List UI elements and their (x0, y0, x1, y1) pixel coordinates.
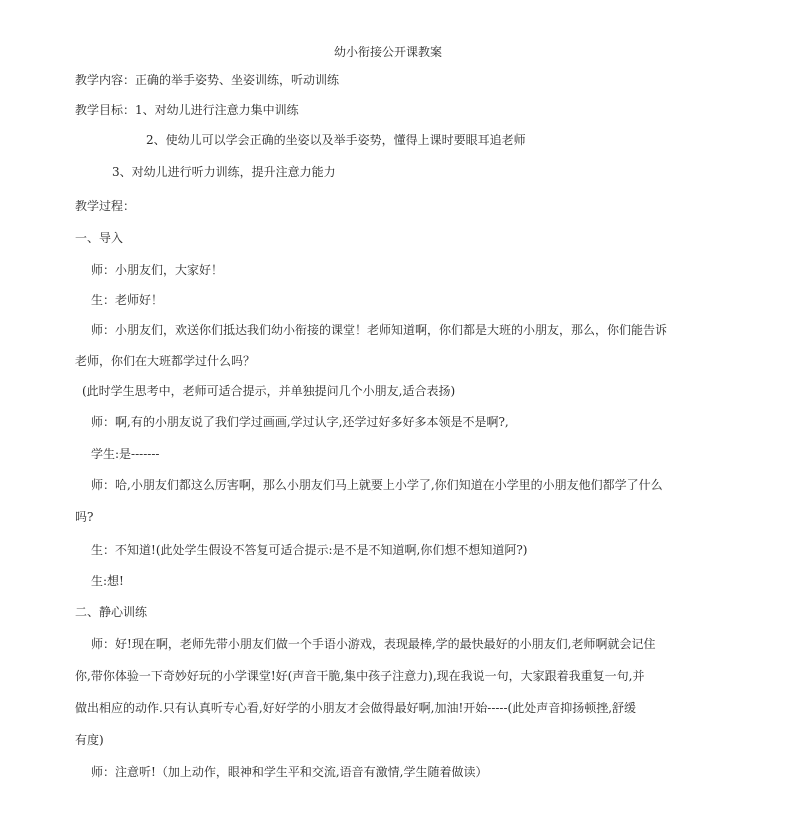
dialogue-line: 师：啊,有的小朋友说了我们学过画画,学过认字,还学过好多好多本领是不是啊?, (91, 415, 509, 429)
dialogue-line: 师：哈,小朋友们都这么厉害啊，那么小朋友们马上就要上小学了,你们知道在小学里的小朋友他们都学了什么 (91, 478, 663, 492)
dialogue-line: 你,带你体验一下奇妙好玩的小学课堂!好(声音干脆,集中孩子注意力),现在我说一句，大家跟着我重复一句,并 (75, 669, 645, 683)
dialogue-line: 吗? (75, 510, 94, 524)
dialogue-line: 生：不知道!(此处学生假设不答复可适合提示:是不是不知道啊,你们想不想知道阿?) (91, 543, 528, 557)
section-heading-calm-training: 二、静心训练 (75, 605, 148, 619)
document-title: 幼小衔接公开课教案 (334, 45, 443, 59)
dialogue-line: 生：老师好！ (91, 293, 164, 307)
line-teaching-process: 教学过程： (75, 199, 136, 213)
line-teaching-content: 教学内容：正确的举手姿势、坐姿训练，听动训练 (75, 73, 340, 87)
line-teaching-goal-1: 教学目标：1、对幼儿进行注意力集中训练 (75, 103, 299, 117)
dialogue-line: 师：注意听!（加上动作，眼神和学生平和交流,语音有激情,学生随着做读） (91, 765, 488, 779)
dialogue-line: 有度) (75, 733, 104, 747)
line-teaching-goal-3: 3、对幼儿进行听力训练，提升注意力能力 (112, 165, 336, 179)
line-teaching-goal-2: 2、使幼儿可以学会正确的坐姿以及举手姿势，懂得上课时要眼耳追老师 (146, 133, 526, 147)
dialogue-line: 师：小朋友们，大家好！ (91, 263, 224, 277)
dialogue-line: 师：小朋友们，欢送你们抵达我们幼小衔接的课堂！老师知道啊，你们都是大班的小朋友，那么，你们能告诉 (91, 323, 668, 337)
dialogue-line: 师：好!现在啊，老师先带小朋友们做一个手语小游戏，表现最棒,学的最快最好的小朋友们,老师啊就会记住 (91, 637, 656, 651)
dialogue-line: 学生:是------- (91, 447, 160, 461)
dialogue-line: 生:想! (91, 574, 124, 588)
section-heading-intro: 一、导入 (75, 231, 124, 245)
note-line: (此时学生思考中，老师可适合提示，并单独提问几个小朋友,适合表扬) (82, 384, 456, 398)
dialogue-line: 做出相应的动作.只有认真听专心看,好好学的小朋友才会做得最好啊,加油!开始-----(此处声音抑扬顿挫,舒缓 (75, 701, 637, 715)
dialogue-line: 老师，你们在大班都学过什么吗？ (75, 354, 256, 368)
